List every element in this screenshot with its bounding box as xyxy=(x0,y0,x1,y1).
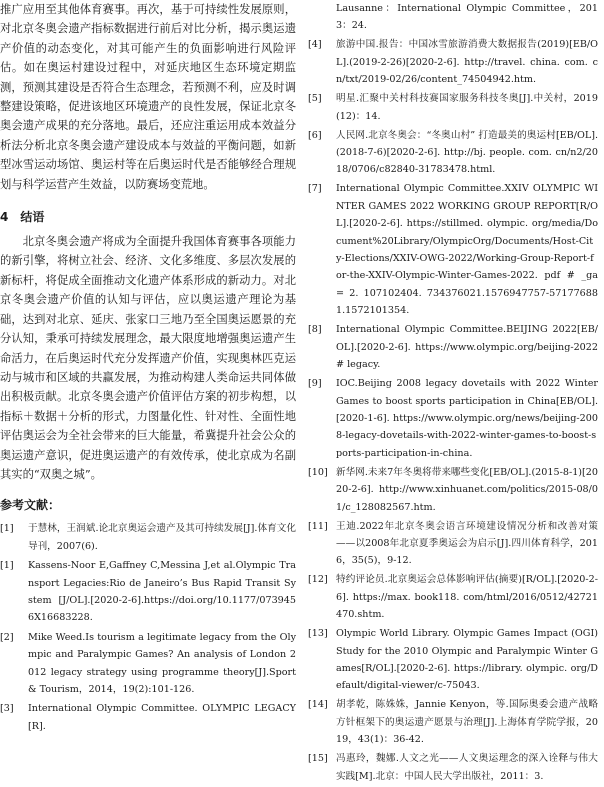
reference-text: Mike Weed.Is tourism a legitimate legacy from the Olympic and Paralympic Games? An analysis of London 2012 legacy strategy using programme theory[J].Sport& Tourism，2014，19(2):101-126. xyxy=(28,631,296,695)
reference-item xyxy=(0,700,296,735)
reference-item xyxy=(0,629,296,699)
reference-number: [11] xyxy=(308,520,328,532)
reference-number: [1] xyxy=(0,523,14,535)
reference-number: [1] xyxy=(0,560,14,572)
reference-number: [5] xyxy=(308,93,322,105)
reference-item xyxy=(308,127,598,179)
reference-text: International Olympic Committee. OLYMPIC LEGACY[R]. xyxy=(28,703,296,732)
section-heading: 4 结语 xyxy=(0,210,45,225)
reference-text: Olympic World Library. Olympic Games Impact (OGI) Study for the 2010 Olympic and Paralympic Winter Games[R/OL].[2020-2-6]. https://library. olympic. org/Default/digital-viewer/c-75043. xyxy=(336,628,598,692)
reference-number: [2] xyxy=(0,631,14,643)
reference-number: [15] xyxy=(308,753,328,765)
left-column xyxy=(0,0,296,737)
reference-text: 王迪.2022年北京冬奥会语言环境建设情况分析和改善对策——以2008年北京夏季奥运会为启示[J].四川体育科学，2016，35(5)，9-12. xyxy=(336,520,598,567)
reference-number: [14] xyxy=(308,699,328,711)
reference-item xyxy=(308,180,598,319)
reference-list-left xyxy=(0,520,296,735)
reference-item xyxy=(308,571,598,623)
reference-number: [8] xyxy=(308,324,322,336)
reference-item xyxy=(0,557,296,627)
reference-number: [13] xyxy=(308,628,328,640)
reference-text: Lausanne：International Olympic Committee，2013：24. xyxy=(336,3,598,32)
reference-list-right xyxy=(308,36,598,785)
reference-number: [6] xyxy=(308,129,322,141)
reference-number: [10] xyxy=(308,466,328,478)
reference-item xyxy=(308,90,598,125)
reference-item xyxy=(308,321,598,373)
right-column xyxy=(308,0,598,787)
reference-item xyxy=(308,750,598,785)
reference-number: [3] xyxy=(0,703,14,715)
reference-item xyxy=(308,464,598,516)
reference-item xyxy=(308,696,598,748)
reference-item xyxy=(308,375,598,462)
reference-text: 于慧林，王润斌.论北京奥运会遗产及其可持续发展[J].体育文化导刊，2007(6). xyxy=(28,523,296,552)
reference-text: 新华网.未来7年冬奥将带来哪些变化[EB/OL].(2015-8-1)[2020-2-6]. http://www.xinhuanet.com/politics/2015-08/01/c_128082567.htm. xyxy=(336,466,598,513)
reference-item xyxy=(308,36,598,88)
reference-item xyxy=(308,518,598,570)
reference-text: Kassens-Noor E,Gaffney C,Messina J,et al.Olympic Transport Legacies:Rio de Janeiro’s Bus Rapid Transit System [J/OL].[2020-2-6].https://doi.org/10.1177/0739456X16683228. xyxy=(28,560,296,624)
reference-text: International Olympic Committee.XXIV OLYMPIC WINTER GAMES 2022 WORKING GROUP REPORT[R/OL].[2020-2-6]. https://stillmed. olympic. org/media/Document%20Library/OlympicOrg/Documents/Host-City-Elections/XXIV-OWG-2022/Working-Group-Report-for-the-XXIV-Olympic-Winter-Games-2022. pdf # _ga = 2. 107102404. 734376021.1576947757-571776881.1572101354. xyxy=(336,183,598,317)
reference-text: 旅游中国.报告：中国冰雪旅游消费大数据报告(2019)[EB/OL].(2019-2-26)[2020-2-6]. http://travel. china. com. cn/txt/2019-02/26/content_74504942.htm. xyxy=(336,39,598,86)
reference-number: [12] xyxy=(308,574,328,586)
intro-paragraph: 推广应用至其他体育赛事。再次，基于可持续性发展原则，对北京冬奥会遗产指标数据进行前后对比分析，揭示奥运遗产价值的动态变化，对其可能产生的负面影响进行风险评估。如在奥运村建设过程中，对延庆地区生态环境定期监测，预测其建设是否符合生态理念，若预测不利，应及时调整建设策略，促进该地区环境遗产的良性发展，保证北京冬奥会遗产成果的充分落地。最后，还应注重运用成本效益分析法分析北京冬奥会遗产建设成本与效益的平衡问题，如新型冰雪运动场馆、奥运村等在后奥运时代是否能够经合理规划与科学运营产生效益，以防赛场变荒地。 xyxy=(0,3,296,191)
reference-text: 明星.汇聚中关村科技赛国家服务科技冬奥[J].中关村，2019(12)：14. xyxy=(336,93,598,122)
reference-text: 冯惠玲，魏娜.人文之光——人文奥运理念的深入诠释与伟大实践[M].北京：中国人民大学出版社，2011：3. xyxy=(336,753,598,782)
reference-item xyxy=(0,520,296,555)
reference-text: International Olympic Committee.BEIJING 2022[EB/OL].[2020-2-6]. https://www.olympic.org/beijing-2022 # legacy. xyxy=(336,324,598,371)
reference-text: 人民网.北京冬奥会：“冬奥山村” 打造最美的奥运村[EB/OL].(2018-7-6)[2020-2-6]. http://bj. people. com. cn/n2/2018/0706/c82840-31783478.html. xyxy=(336,129,598,176)
reference-number: [4] xyxy=(308,39,322,51)
reference-text: 特约评论员.北京奥运会总体影响评估(摘要)[R/OL].[2020-2-6]. https://max. book118. com/html/2016/0512/42721470.shtm. xyxy=(336,574,598,621)
reference-text: IOC.Beijing 2008 legacy dovetails with 2022 Winter Games to boost sports participation in China[EB/OL].[2020-1-6]. https://www.olympic.org/news/beijing-2008-legacy-dovetails-with-2022-winter-games-to-boost-sports-participation-in-china. xyxy=(336,378,598,459)
reference-number: [7] xyxy=(308,183,322,195)
references-heading: 参考文献： xyxy=(0,498,61,513)
reference-item xyxy=(308,625,598,695)
reference-continuation xyxy=(308,0,598,35)
reference-number: [9] xyxy=(308,378,322,390)
conclusion-paragraph: 北京冬奥会遗产将成为全面提升我国体育赛事各项能力的新引擎，将树立社会、经济、文化多维度、多层次发展的新标杆，将促成全面推动文化遗产体系形成的新动力。对北京冬奥会遗产价值的认知与评估，应以奥运遗产理论为基础，达到对北京、延庆、张家口三地乃至全国奥运愿景的充分认知，秉承可持续发展理念，最大限度地增强奥运遗产生命活力，在后奥运时代充分发挥遗产价值，实现奥林匹克运动与城市和区域的共赢发展，为推动构建人类命运共同体做出积极贡献。北京冬奥会遗产价值评估方案的初步构想，以指标＋数据＋分析的形式，力图量化性、针对性、全面性地评估奥运会为全社会带来的巨大能量，希冀提升社会公众的奥运遗产意识，促进奥运遗产的有效传承，使北京成为名副其实的“双奥之城”。 xyxy=(0,235,296,481)
reference-text: 胡孝乾，陈姝姝，Jannie Kenyon，等.国际奥委会遗产战略方针框架下的奥运遗产愿景与治理[J].上海体育学院学报，2019，43(1)：36-42. xyxy=(336,699,598,746)
